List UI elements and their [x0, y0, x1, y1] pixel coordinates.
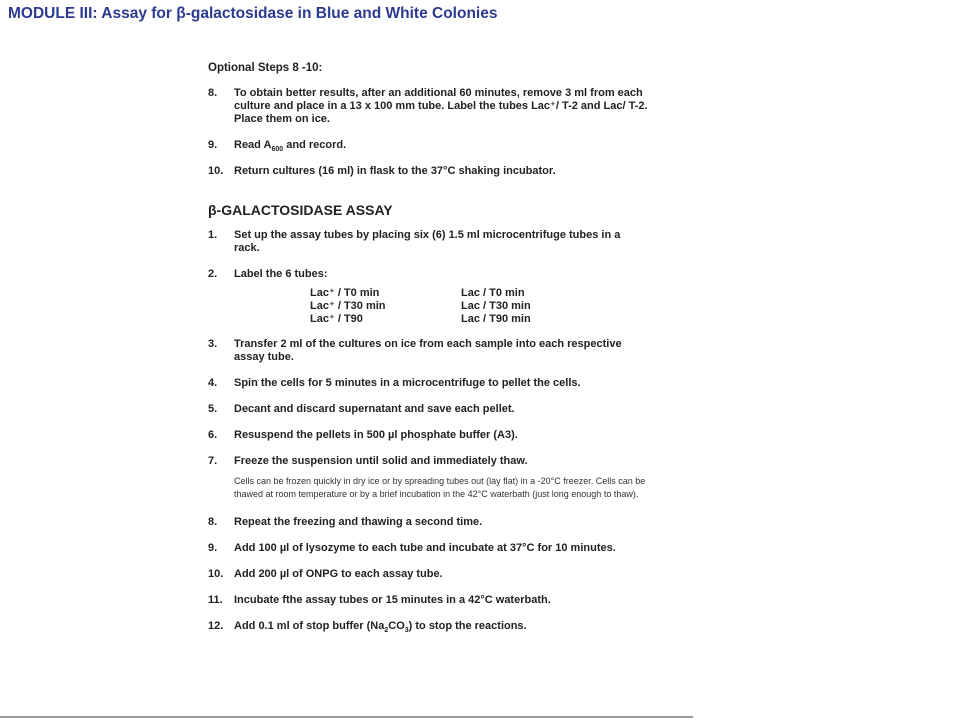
- step-text-part: ) to stop the reactions.: [408, 620, 527, 632]
- tube-label-grid: [310, 287, 648, 326]
- assay-step: [208, 542, 648, 555]
- assay-step: [208, 620, 648, 633]
- step-number: 3.: [208, 338, 218, 350]
- optional-steps-heading: Optional Steps 8 -10:: [208, 62, 323, 74]
- tube-label: Lac / T0 min: [461, 287, 525, 299]
- assay-step: [208, 403, 648, 416]
- step-text: Transfer 2 ml of the cultures on ice from each sample into each respective assay tube.: [234, 338, 622, 363]
- step-number: 2.: [208, 268, 218, 280]
- step-text: Resuspend the pellets in 500 µl phosphate buffer (A3).: [234, 429, 518, 441]
- tube-label: Lac / T90 min: [461, 313, 531, 325]
- step-text: [234, 139, 648, 152]
- subscript: 2: [384, 627, 389, 635]
- step-text: [234, 620, 648, 633]
- step-number: 9.: [208, 542, 218, 554]
- step-number: 8.: [208, 87, 218, 99]
- step-text-part: CO: [388, 620, 405, 632]
- step-text: Freeze the suspension until solid and immediately thaw.: [234, 455, 528, 467]
- step-text: Return cultures (16 ml) in flask to the 37°C shaking incubator.: [234, 165, 556, 177]
- tube-label: Lac⁺ / T90: [310, 313, 363, 325]
- module-title: MODULE III: Assay for β-galactosidase in Blue and White Colonies: [8, 5, 498, 22]
- step-number: 5.: [208, 403, 218, 415]
- step-number: 10.: [208, 568, 224, 580]
- step-number: 12.: [208, 620, 224, 632]
- step-number: 9.: [208, 139, 218, 151]
- assay-step: [208, 229, 648, 255]
- step-text: Repeat the freezing and thawing a second time.: [234, 516, 483, 528]
- step-number: 4.: [208, 377, 218, 389]
- optional-step: [208, 87, 648, 126]
- bottom-divider: [0, 716, 693, 718]
- assay-step: [208, 429, 648, 442]
- step-number: 6.: [208, 429, 218, 441]
- step-text: Add 200 µl of ONPG to each assay tube.: [234, 568, 443, 580]
- step-text: Add 100 µl of lysozyme to each tube and incubate at 37°C for 10 minutes.: [234, 542, 616, 554]
- step-number: 11.: [208, 594, 223, 606]
- assay-step: [208, 568, 648, 581]
- tube-label: Lac⁺ / T30 min: [310, 300, 386, 312]
- optional-step: [208, 139, 648, 152]
- step-text: Set up the assay tubes by placing six (6) 1.5 ml microcentrifuge tubes in a rack.: [234, 229, 621, 254]
- tube-label: Lac / T30 min: [461, 300, 531, 312]
- tube-label: Lac⁺ / T0 min: [310, 287, 380, 299]
- step-number: 7.: [208, 455, 218, 467]
- assay-step: [208, 268, 648, 281]
- step-number: 10.: [208, 165, 224, 177]
- document-body: [208, 62, 648, 646]
- step-text: To obtain better results, after an additional 60 minutes, remove 3 ml from each culture and place in a 13 x 100 mm tube. Label the tubes Lac⁺/ T-2 and Lac/ T-2. Place them on ice.: [234, 87, 648, 125]
- assay-step: [208, 516, 648, 529]
- subscript: 600: [271, 146, 284, 154]
- step-text: Label the 6 tubes:: [234, 268, 328, 280]
- step-text-part: Add 0.1 ml of stop buffer (Na: [234, 620, 385, 632]
- step-number: 1.: [208, 229, 218, 241]
- optional-step: [208, 165, 648, 178]
- assay-step: [208, 594, 648, 607]
- step-text: Spin the cells for 5 minutes in a microcentrifuge to pellet the cells.: [234, 377, 581, 389]
- subscript: 3: [404, 627, 409, 635]
- step-text-part: Read A: [234, 139, 272, 151]
- step-text: Incubate fthe assay tubes or 15 minutes in a 42°C waterbath.: [234, 594, 551, 606]
- step-text-part: and record.: [283, 139, 347, 151]
- assay-heading: β-GALACTOSIDASE ASSAY: [208, 202, 393, 218]
- step-number: 8.: [208, 516, 218, 528]
- freezing-note: Cells can be frozen quickly in dry ice or by spreading tubes out (lay flat) in a -20°C freezer. Cells can be thawed at room temperature or by a brief incubation in the 42°C waterbath (just long enough to thaw).: [234, 476, 646, 499]
- assay-step: [208, 338, 648, 364]
- step-text: Decant and discard supernatant and save each pellet.: [234, 403, 515, 415]
- assay-step: [208, 377, 648, 390]
- assay-step: [208, 455, 648, 468]
